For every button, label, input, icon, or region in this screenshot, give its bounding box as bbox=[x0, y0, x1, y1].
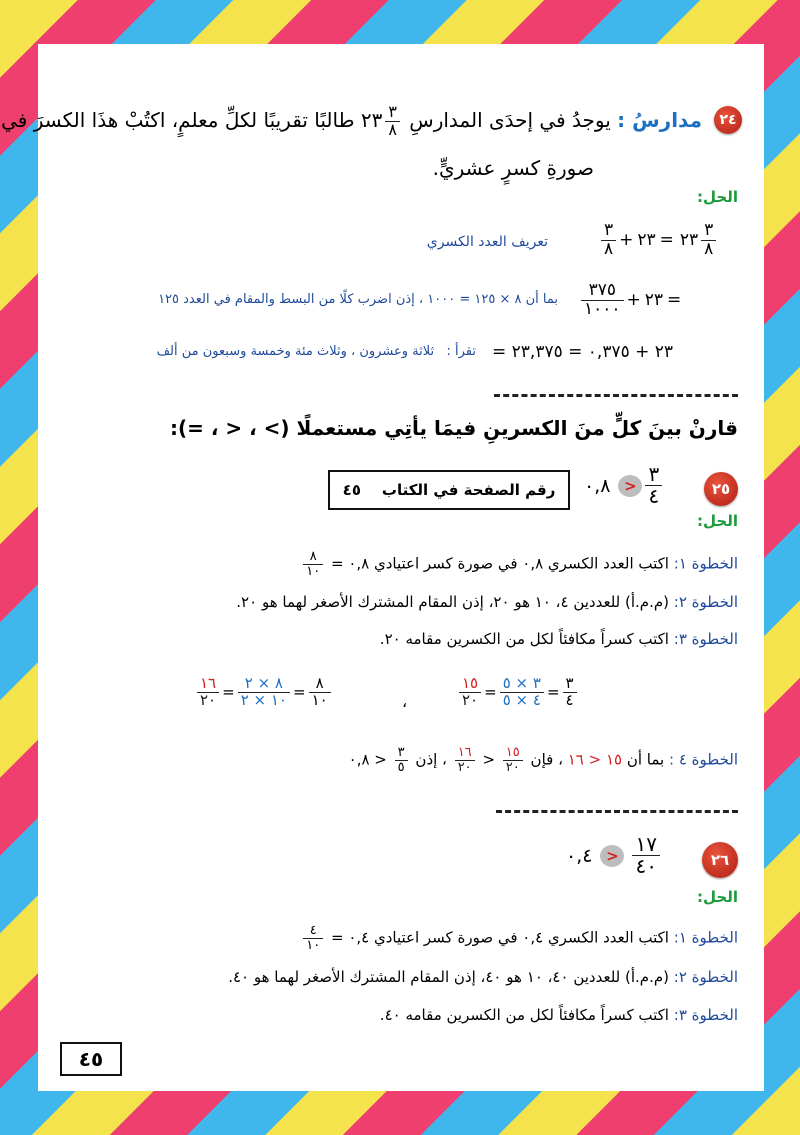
question-24-line1: مدارسُ : يوجدُ في إحدَى المدارسِ $\frac{٣}{٨}$ ٢٣ طالبًا تقريبًا لكلِّ معلمٍ، اكتُبْ هذَا الكسرَ في bbox=[1, 102, 702, 139]
q26-solution-label: الحل: bbox=[697, 888, 738, 906]
q26-step3: الخطوة ٣: اكتب كسراً مكافئاً لكل من الكسرين مقامه ٤٠. bbox=[379, 1006, 738, 1024]
q25-sign: > bbox=[618, 475, 642, 497]
question-26-badge: ٢٦ bbox=[702, 842, 738, 878]
q24-eq2: $\frac{٣٧٥}{١٠٠٠}$ + ٢٣ = bbox=[578, 282, 681, 319]
q25-step3: الخطوة ٣: اكتب كسراً مكافئاً لكل من الكسرين مقامه ٢٠. bbox=[379, 630, 738, 648]
q26-sign: > bbox=[600, 845, 624, 867]
question-24-line2: صورةِ كسرٍ عشريٍّ. bbox=[432, 156, 594, 180]
q25-step1: الخطوة ١: اكتب العدد الكسري ٠,٨ في صورة كسر اعتيادي ٠,٨ = $\frac{٨}{١٠}$ bbox=[300, 550, 738, 578]
q25-solution-label: الحل: bbox=[697, 512, 738, 530]
q24-eq2-note: بما أن ٨ × ١٢٥ = ١٠٠٠ ، إذن اضرب كلًا من البسط والمقام في العدد ١٢٥ bbox=[158, 292, 558, 307]
separator-2 bbox=[496, 810, 738, 813]
q24-eq1: $\frac{٣}{٨}$ + ٢٣ = ٢٣ $\frac{٣}{٨}$ bbox=[598, 222, 719, 259]
page bbox=[1, 44, 764, 1091]
q24-eq1-note: تعريف العدد الكسري bbox=[426, 234, 548, 250]
q24-solution-label: الحل: bbox=[697, 188, 738, 206]
page-number-box: ٤٥ bbox=[60, 1042, 122, 1076]
question-24-badge: ٢٤ bbox=[714, 106, 742, 134]
q25-equivalent-b: $\frac{١٦}{٢٠}$ = $\frac{٨ \times ٢}{١٠ \times ٢}$ = $\frac{٨}{١٠}$ bbox=[194, 676, 334, 709]
book-page-box: رقم الصفحة في الكتاب ٤٥ bbox=[328, 470, 570, 510]
q26-step1: الخطوة ١: اكتب العدد الكسري ٠,٤ في صورة كسر اعتيادي ٠,٤ = $\frac{٤}{١٠}$ bbox=[300, 924, 738, 952]
q24-eq3: = ٢٣ + ٠,٣٧٥ = ٢٣,٣٧٥ bbox=[492, 342, 674, 362]
question-25-badge: ٢٥ bbox=[704, 472, 738, 506]
q25-step4: الخطوة ٤ : بما أن ١٥ < ١٦ ، فإن $\frac{١٥}{٢٠}$ < $\frac{١٦}{٢٠}$ ، إذن $\frac{٣}{٥}$ < ٠,٨ bbox=[348, 745, 738, 775]
compare-title: قارنْ بينَ كلٍّ منَ الكسرينِ فيمَا يأتِي مستعملًا (> ، < ، =): bbox=[169, 416, 738, 440]
q25-comparison: ٠,٨ > $\frac{٣}{٤}$ bbox=[584, 464, 665, 507]
q26-comparison: ٠,٤ > $\frac{١٧}{٤٠}$ bbox=[566, 834, 663, 877]
q26-step2: الخطوة ٢: (م.م.أ) للعددين ٤٠، ١٠ هو ٤٠، إذن المقام المشترك الأصغر لهما هو ٤٠. bbox=[228, 968, 738, 986]
q25-equivalent-a: $\frac{١٥}{٢٠}$ = $\frac{٣ \times ٥}{٤ \times ٥}$ = $\frac{٣}{٤}$ bbox=[456, 676, 580, 709]
q24-eq3-read: تقرأ : ثلاثة وعشرون ، وثلاث مئة وخمسة وسبعون من ألف bbox=[156, 344, 476, 359]
q25-step2: الخطوة ٢: (م.م.أ) للعددين ٤، ١٠ هو ٢٠، إذن المقام المشترك الأصغر لهما هو ٢٠. bbox=[236, 593, 738, 611]
q25-equivalents-separator: ، bbox=[402, 692, 408, 711]
separator-1 bbox=[494, 394, 738, 397]
